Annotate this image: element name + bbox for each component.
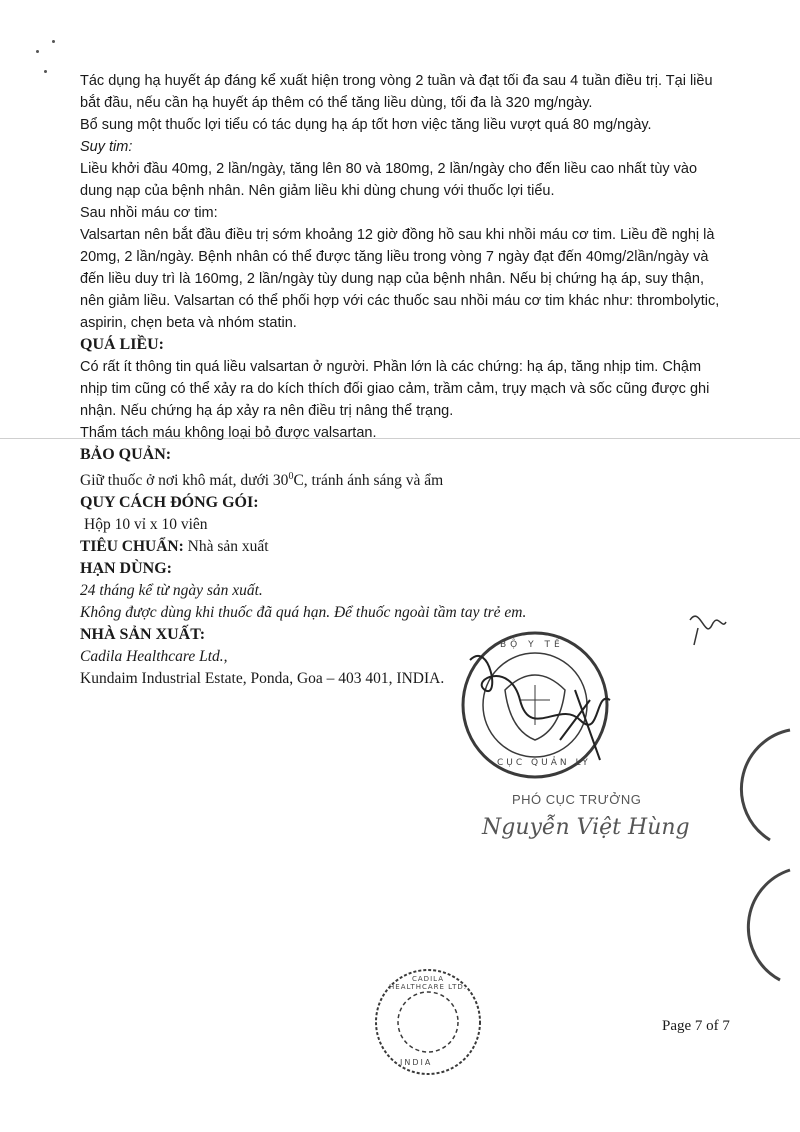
diuretic-paragraph: Bổ sung một thuốc lợi tiểu có tác dụng hạ áp tốt hơn việc tăng liều vượt quá 80 mg/ngày. [80, 117, 652, 133]
official-stamp-bottom-text [497, 758, 591, 768]
right-edge-stamp-icon [741, 730, 790, 980]
official-stamp-bottom: CỤC QUẢN LÝ [497, 758, 591, 768]
dosage-hypertension-paragraph: Tác dụng hạ huyết áp đáng kể xuất hiện trong vòng 2 tuần và đạt tối đa sau 4 tuần điều trị. Tại liều bắt đầu, nếu cần hạ huyết áp thêm có thể tăng liều dùng, tối đa là 320 mg/ngày. [80, 73, 713, 111]
manufacturer-address: Kundaim Industrial Estate, Ponda, Goa – 403 401, INDIA. [80, 670, 445, 688]
storage-heading: BẢO QUẢN: [80, 446, 172, 463]
company-stamp-bottom-text [400, 1058, 432, 1067]
heart-failure-paragraph: Liều khởi đầu 40mg, 2 lần/ngày, tăng lên 80 và 180mg, 2 lần/ngày cho đến liều cao nhất tùy vào dung nạp của bệnh nhân. Nên giảm liều khi dùng chung với thuốc lợi tiểu. [80, 161, 698, 199]
post-mi-paragraph: Valsartan nên bắt đầu điều trị sớm khoảng 12 giờ đồng hồ sau khi nhồi máu cơ tim. Liều đề nghị là 20mg, 2 lần/ngày. Bệnh nhân có thể được tăng liều trong vòng 7 ngày đạt đến 40mg/2lần/ngày và đến liều duy trì là 160mg, 2 lần/ngày tùy dung nạp của bệnh nhân. Nếu bị chứng hạ áp, suy thận, nên giảm liều. Valsartan có thể phối hợp với các thuốc sau nhồi máu cơ tim khác như: thrombolytic, aspirin, chẹn beta và nhóm statin. [80, 227, 720, 331]
expiry-line-1: 24 tháng kể từ ngày sản xuất. [80, 582, 263, 600]
packaging-heading: QUY CÁCH ĐÓNG GÓI: [80, 494, 259, 512]
packaging-text: Hộp 10 vỉ x 10 viên [84, 516, 208, 534]
manufacturer-name: Cadila Healthcare Ltd., [80, 648, 228, 666]
manufacturer-heading: NHÀ SẢN XUẤT: [80, 626, 206, 644]
standard-heading: TIÊU CHUẨN: [80, 538, 184, 556]
storage-text-after: C, tránh ánh sáng và ẩm [293, 472, 444, 490]
storage-text-before: Giữ thuốc ở nơi khô mát, dưới 30 [80, 472, 289, 490]
company-stamp-name: CADILA HEALTHCARE LTD. [389, 975, 467, 991]
standard-text: Nhà sản xuất [183, 538, 269, 556]
signature-scribble-icon [470, 656, 610, 760]
storage-superscript: 0 [288, 471, 294, 482]
overdose-heading: QUÁ LIỀU: [80, 336, 165, 353]
overdose-paragraph: Có rất ít thông tin quá liều valsartan ở người. Phần lớn là các chứng: hạ áp, tăng nhịp tim. Chậm nhịp tim cũng có thể xảy ra do kích thích đối giao cảm, trầm cảm, trụy mạch và sốc cũng được ghi nhận. Nếu chứng hạ áp xảy ra nên điều trị nâng thể trạng. [80, 359, 710, 419]
company-stamp-text [388, 975, 468, 991]
signatory-name: Nguyễn Việt Hùng [482, 815, 690, 840]
expiry-heading: HẠN DÙNG: [80, 560, 172, 578]
heart-failure-label: Suy tim: [80, 139, 133, 155]
official-stamp-text [500, 640, 564, 650]
expiry-line-2: Không được dùng khi thuốc đã quá hạn. Để thuốc ngoài tầm tay trẻ em. [80, 604, 527, 622]
page-number: Page 7 of 7 [662, 1018, 730, 1034]
post-mi-label: Sau nhồi máu cơ tim: [80, 205, 218, 221]
initials-icon [690, 616, 726, 645]
deputy-director-title: PHÓ CỤC TRƯỞNG [512, 792, 642, 807]
company-stamp-country: INDIA [400, 1058, 433, 1067]
dialysis-paragraph: Thẩm tách máu không loại bỏ được valsartan. [80, 425, 377, 441]
official-stamp-top: BỘ Y TẾ [500, 640, 564, 650]
